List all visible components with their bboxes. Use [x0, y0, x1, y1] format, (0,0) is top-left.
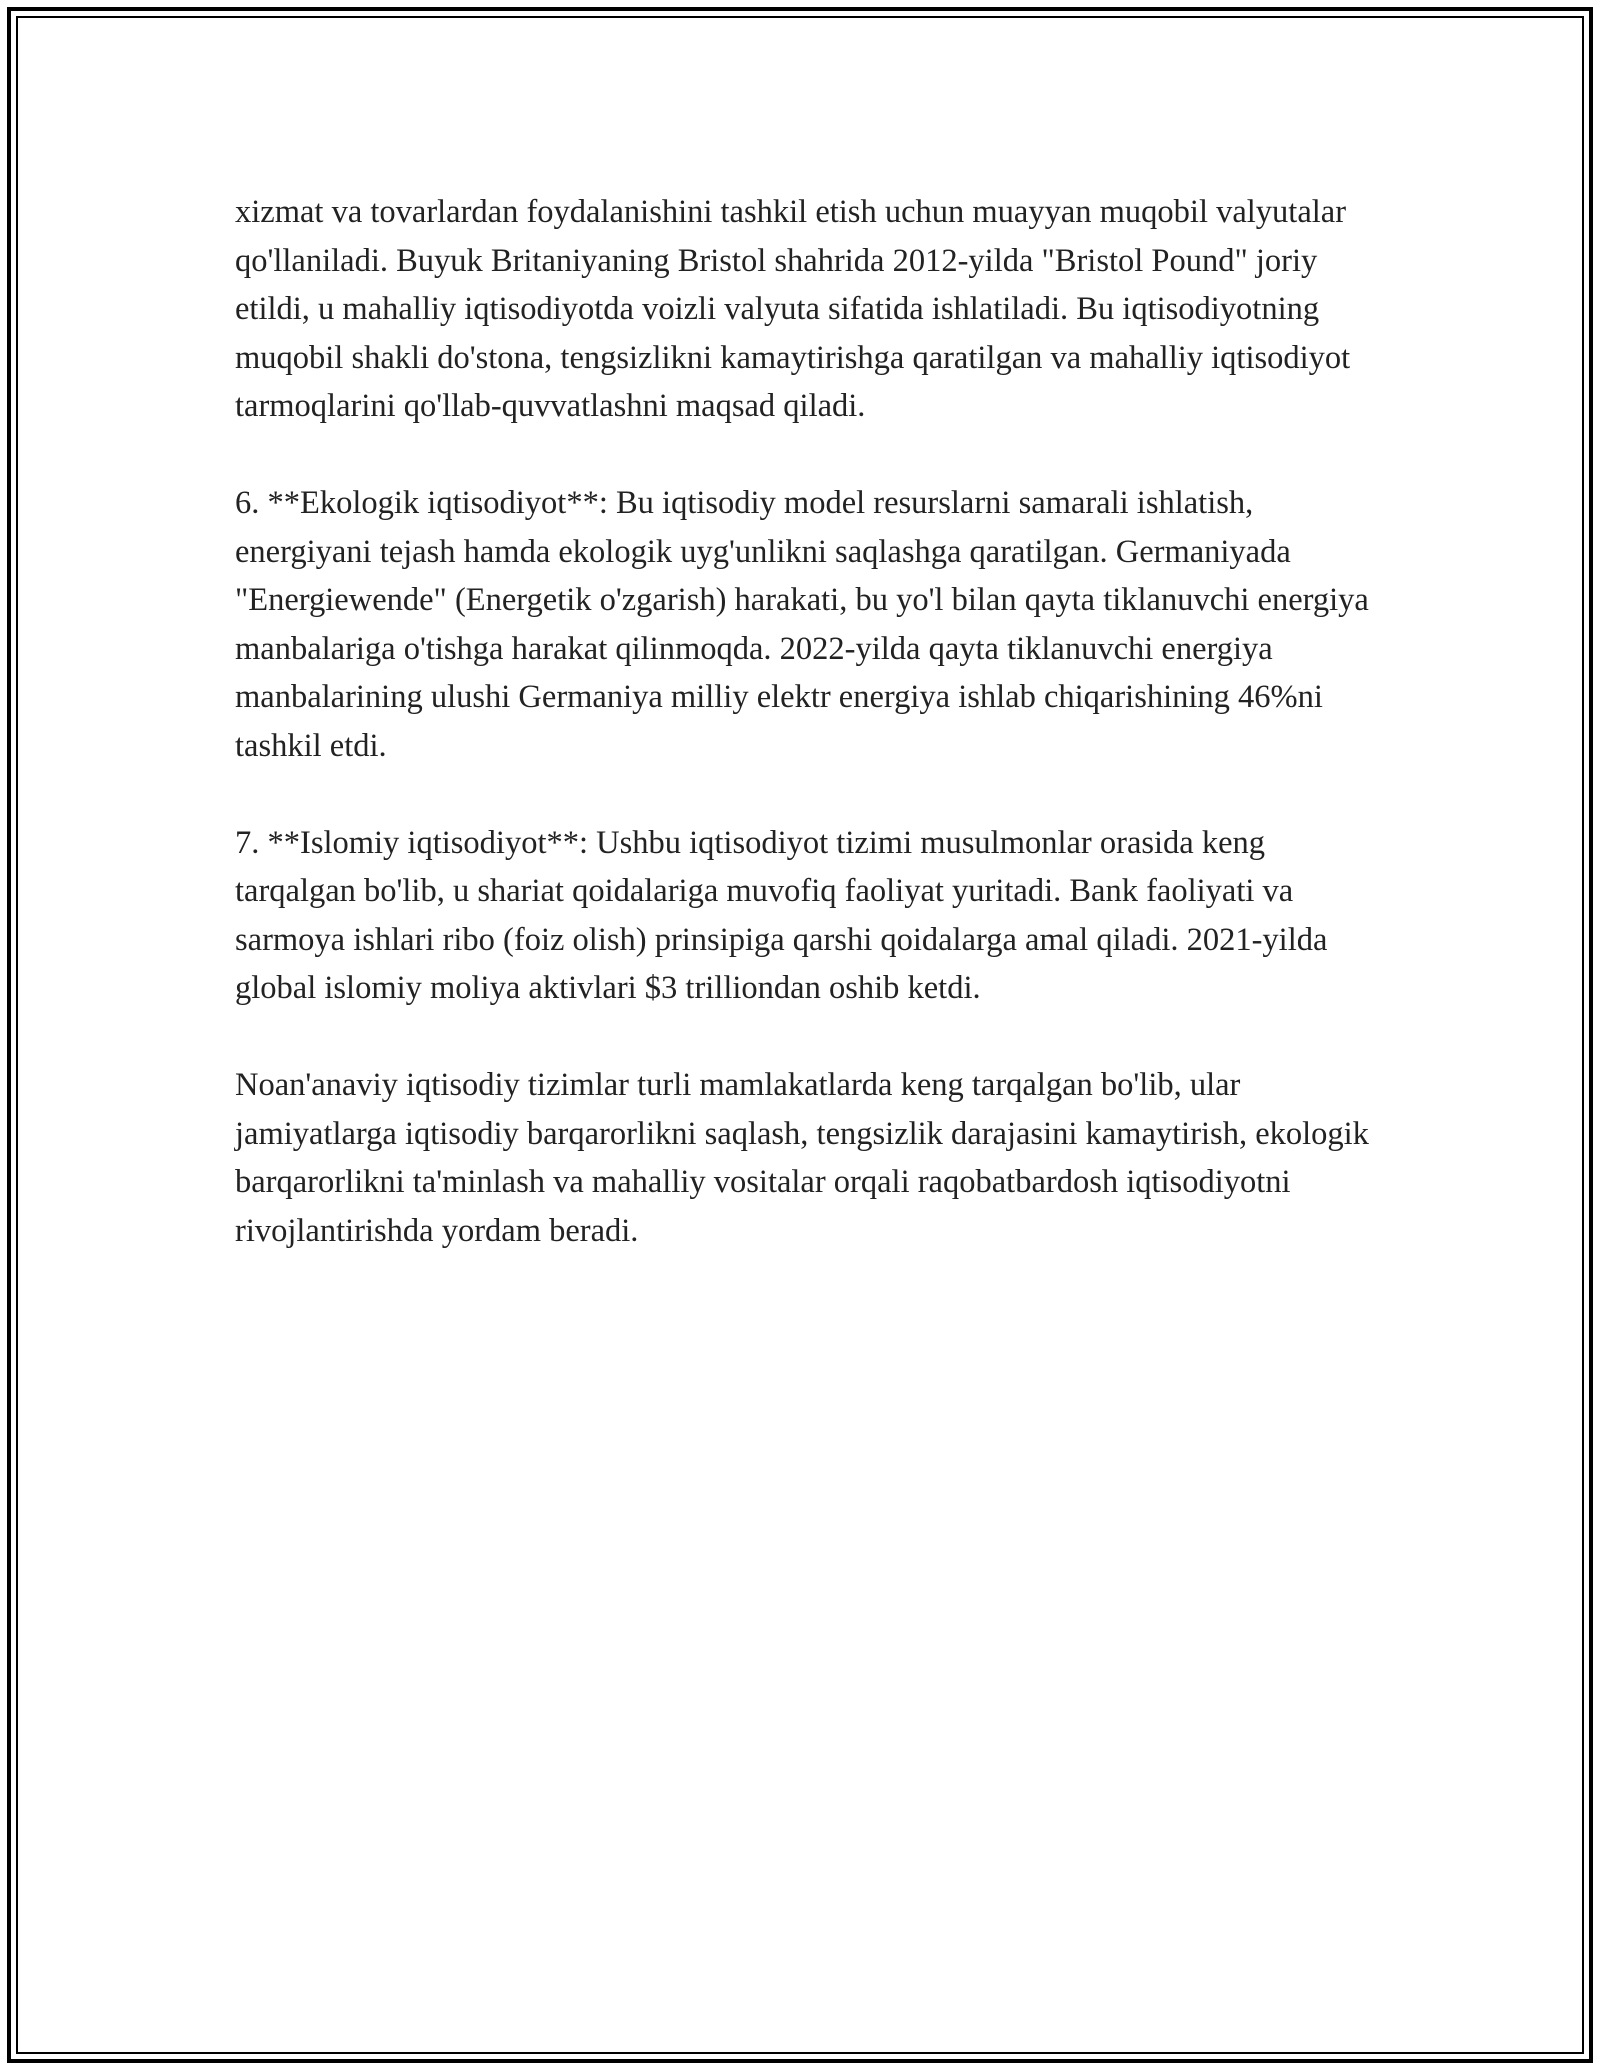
document-body	[235, 188, 1385, 1255]
paragraph-islamic-economy: 7. **Islomiy iqtisodiyot**: Ushbu iqtisodiyot tizimi musulmonlar orasida keng tarqalgan bo'lib, u shariat qoidalariga muvofiq faoliyat yuritadi. Bank faoliyati va sarmoya ishlari ribo (foiz olish) prinsipiga qarshi qoidalarga amal qiladi. 2021-yilda global islomiy moliya aktivlari $3 trilliondan oshib ketdi.	[235, 824, 1328, 1006]
paragraph-ecological-economy: 6. **Ekologik iqtisodiyot**: Bu iqtisodiy model resurslarni samarali ishlatish, energiyani tejash hamda ekologik uyg'unlikni saqlashga qaratilgan. Germaniyada "Energiewende" (Energetik o'zgarish) harakati, bu yo'l bilan qayta tiklanuvchi energiya manbalariga o'tishga harakat qilinmoqda. 2022-yilda qayta tiklanuvchi energiya manbalarining ulushi Germaniya milliy elektr energiya ishlab chiqarishining 46%ni tashkil etdi.	[235, 485, 1369, 764]
paragraph-conclusion: Noan'anaviy iqtisodiy tizimlar turli mamlakatlarda keng tarqalgan bo'lib, ular jamiyatlarga iqtisodiy barqarorlikni saqlash, tengsizlik darajasini kamaytirish, ekologik barqarorlikni ta'minlash va mahalliy vositalar orqali raqobatbardosh iqtisodiyotni rivojlantirishda yordam beradi.	[235, 1067, 1369, 1249]
paragraph-alternative-currency: xizmat va tovarlardan foydalanishini tashkil etish uchun muayyan muqobil valyutalar qo'llaniladi. Buyuk Britaniyaning Bristol shahrida 2012-yilda "Bristol Pound" joriy etildi, u mahalliy iqtisodiyotda voizli valyuta sifatida ishlatiladi. Bu iqtisodiyotning muqobil shakli do'stona, tengsizlikni kamaytirishga qaratilgan va mahalliy iqtisodiyot tarmoqlarini qo'llab-quvvatlashni maqsad qiladi.	[235, 194, 1351, 424]
